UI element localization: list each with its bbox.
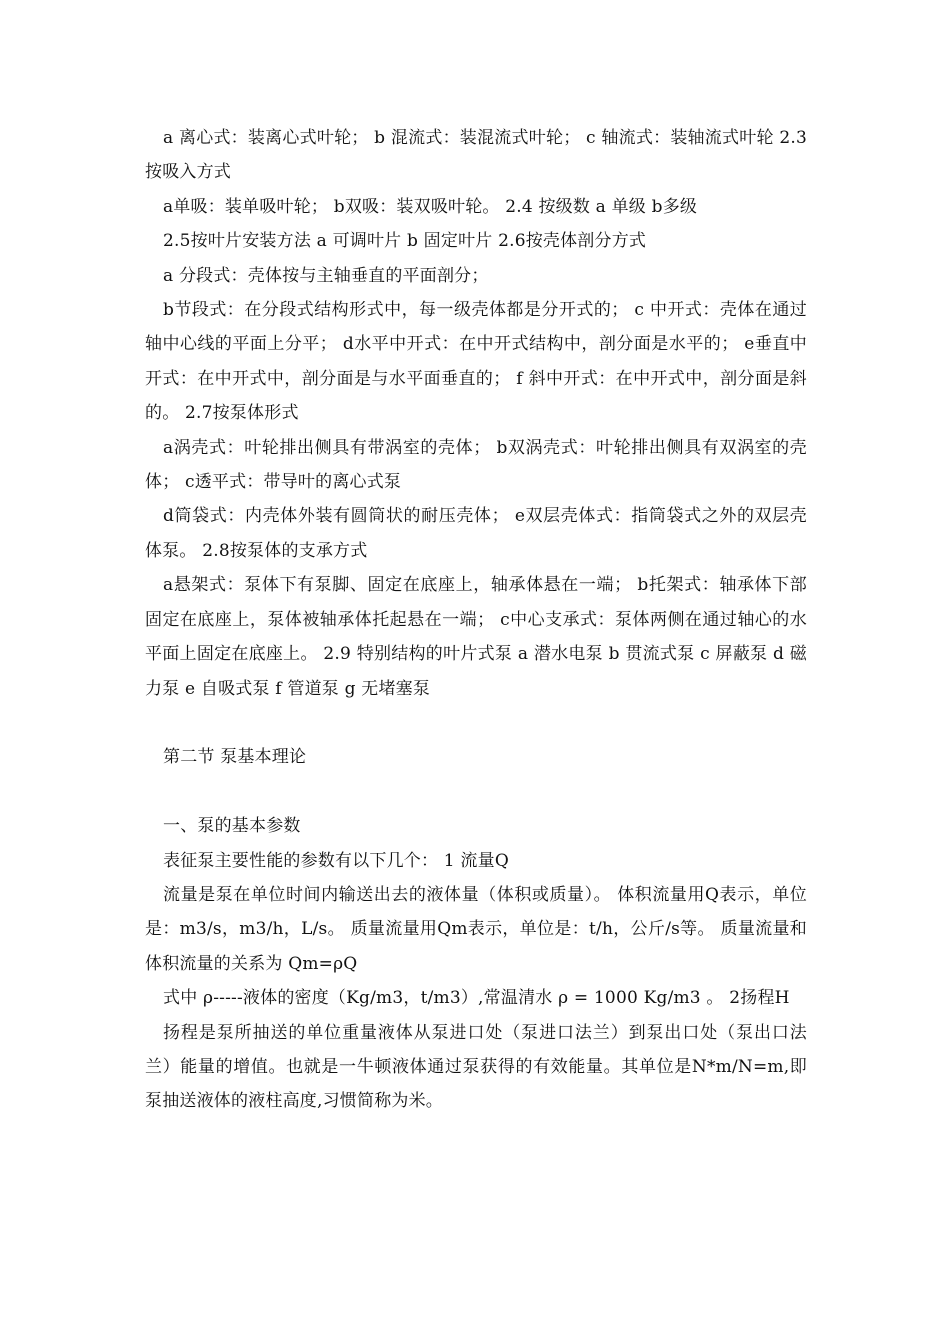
paragraph-blade-mounting: 2.5按叶片安装方法 a 可调叶片 b 固定叶片 2.6按壳体剖分方式: [163, 231, 647, 252]
subsection-title: 一、泵的基本参数: [163, 816, 301, 837]
section-title: 第二节 泵基本理论: [163, 747, 307, 768]
paragraph-density: 式中 ρ-----液体的密度（Kg/m3，t/m3）,常温清水 ρ = 1000 Kg/m3 。 2扬程H: [163, 988, 790, 1009]
paragraph-suction-type: a单吸：装单吸叶轮； b双吸：装双吸叶轮。 2.4 按级数 a 单级 b多级: [163, 196, 698, 217]
paragraph-barrel-casing: d筒袋式：内壳体外装有圆筒状的耐压壳体； e双层壳体式：指筒袋式之外的双层壳体泵。 2.8按泵体的支承方式: [145, 506, 807, 561]
paragraph-segmented-casing: a 分段式：壳体按与主轴垂直的平面剖分；: [163, 265, 489, 286]
paragraph-volute-casing: a涡壳式：叶轮排出侧具有带涡室的壳体； b双涡壳式：叶轮排出侧具有双涡室的壳体； c透平式：带导叶的离心式泵: [145, 437, 807, 493]
paragraph-flow-rate: 流量是泵在单位时间内输送出去的液体量（体积或质量）。 体积流量用Q表示，单位是：m3/s，m3/h，L/s。 质量流量用Qm表示，单位是：t/h，公斤/s等。 质量流量和体积流量的关系为 Qm=ρQ: [145, 884, 807, 974]
document-page: [145, 121, 807, 1119]
paragraph-split-casing: b节段式：在分段式结构形式中，每一级壳体都是分开式的； c 中开式：壳体在通过轴中心线的平面上分平； d水平中开式：在中开式结构中，剖分面是水平的； e垂直中开式：在中开式中，剖分面是与水平面垂直的； f 斜中开式：在中开式中，剖分面是斜的。 2.7按泵体形式: [145, 300, 807, 424]
paragraph-parameters-intro: 表征泵主要性能的参数有以下几个： 1 流量Q: [163, 850, 509, 871]
paragraph-impeller-types: a 离心式：装离心式叶轮； b 混流式：装混流式叶轮； c 轴流式：装轴流式叶轮 2.3按吸入方式: [145, 128, 807, 183]
spacer: [145, 775, 807, 809]
spacer: [145, 706, 807, 740]
paragraph-support-type: a悬架式：泵体下有泵脚、固定在底座上，轴承体悬在一端； b托架式：轴承体下部固定在底座上，泵体被轴承体托起悬在一端； c中心支承式：泵体两侧在通过轴心的水平面上固定在底座上。 2.9 特别结构的叶片式泵 a 潜水电泵 b 贯流式泵 c 屏蔽泵 d 磁力泵 e 自吸式泵 f 管道泵 g 无堵塞泵: [145, 575, 807, 699]
paragraph-head: 扬程是泵所抽送的单位重量液体从泵进口处（泵进口法兰）到泵出口处（泵出口法兰）能量的增值。也就是一牛顿液体通过泵获得的有效能量。其单位是N*m/N=m,即泵抽送液体的液柱高度,习惯简称为米。: [145, 1022, 807, 1112]
